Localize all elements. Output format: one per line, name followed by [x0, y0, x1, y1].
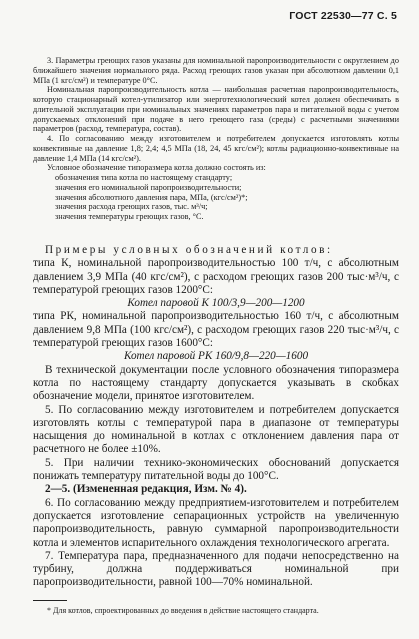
note-paragraph: значения его номинальной паропроизводительности; [55, 182, 242, 192]
paragraph: 5. По согласованию между изготовителем и потребителем допускается изготовлять котлы с температурой пара в диапазоне от температуры насыщения до номинальной в котлах с отклонением давления пара от расчетного не более ±10%. [33, 403, 399, 456]
note-paragraph: значения расхода греющих газов, тыс. м³/ч; [55, 202, 208, 212]
note-paragraph: значения абсолютного давления пара, МПа, (кгс/см²)*; [55, 192, 248, 202]
paragraph: Котел паровой РК 160/9,8—220—1600 [123, 350, 309, 363]
note-paragraph: 4. По согласованию между изготовителем и потребителем допускается изготовлять котлы конвективные на давление 1,8; 2,4; 4,5 МПа (18, 24, 45 кгс/см²); котлы радиационно-конвективные на давление 1,4 МПа (14 кгс/см²). [33, 134, 399, 163]
footnote [33, 606, 399, 616]
page-header: ГОСТ 22530—77 С. 5 [289, 10, 397, 22]
note-paragraph: Номинальная паропроизводительность котла — наибольшая расчетная паропроизводительность, которую стационарный котел-утилизатор или энерготехнологический котел должен обеспечивать в длительной эксплуатации при номинальных значениях параметров пара и питательной воды с учетом допускаемых отклонений при подаче в него греющего газа (среды) с расчетными значениями параметров (расход, температура, состав). [33, 85, 399, 134]
notes-block [33, 56, 399, 222]
paragraph: типа РК, номинальной паропроизводительностью 160 т/ч, с абсолютным давлением 9,8 МПа (100 кгс/см²), с расходом греющих газов 220 тыс·м³/ч, с температурой греющих газов 1600°С: [33, 310, 399, 350]
note-paragraph: обозначения типа котла по настоящему стандарту; [55, 173, 233, 182]
paragraph: 5. При наличии технико-экономических обоснований допускается понижать температуру питательной воды до 100°С. [33, 456, 399, 483]
paragraph: типа К, номинальной паропроизводительностью 100 т/ч, с абсолютным давлением 3,9 МПа (40 кгс/см²), с расходом греющих газов 200 тыс·м³/ч, с температурой греющих газов 1200°С: [33, 257, 399, 296]
footnote-divider [33, 600, 67, 601]
main-text-block [33, 244, 399, 590]
paragraph: 2—5. (Измененная редакция, Изм. № 4). [45, 483, 247, 496]
footnote-text: * Для котлов, спроектированных до введения в действие настоящего стандарта. [47, 606, 319, 615]
note-paragraph: Условное обозначение типоразмера котла должно состоять из: [47, 163, 266, 173]
paragraph: Котел паровой К 100/3,9—200—1200 [127, 297, 305, 310]
paragraph: В технической документации после условного обозначения типоразмера котла по настоящему стандарту допускается указывать в скобках обозначение модели, принятое изготовителем. [33, 363, 399, 403]
paragraph: 7. Температура пара, предназначенного для подачи непосредственно на турбину, должна поддерживаться номинальной при паропроизводительности, равной 100—70% номинальной. [33, 549, 399, 589]
paragraph: Примеры условных обозначений котлов: [45, 244, 333, 256]
note-paragraph: 3. Параметры греющих газов указаны для номинальной паропроизводительности с округлением до ближайшего значения нормального ряда. Расход греющих газов указан при абсолютном давлении 0,1 МПа (1 кгс/см²) и температуре 0°С. [33, 56, 399, 85]
paragraph: 6. По согласованию между предприятием-изготовителем и потребителем допускается изготовление сепарационных устройств на увеличенную паропроизводительность, равную суммарной паропроизводительности котла и элементов испарительного охлаждения технологического агрегата. [33, 496, 399, 549]
note-paragraph: значения температуры греющих газов, °С. [55, 212, 204, 221]
